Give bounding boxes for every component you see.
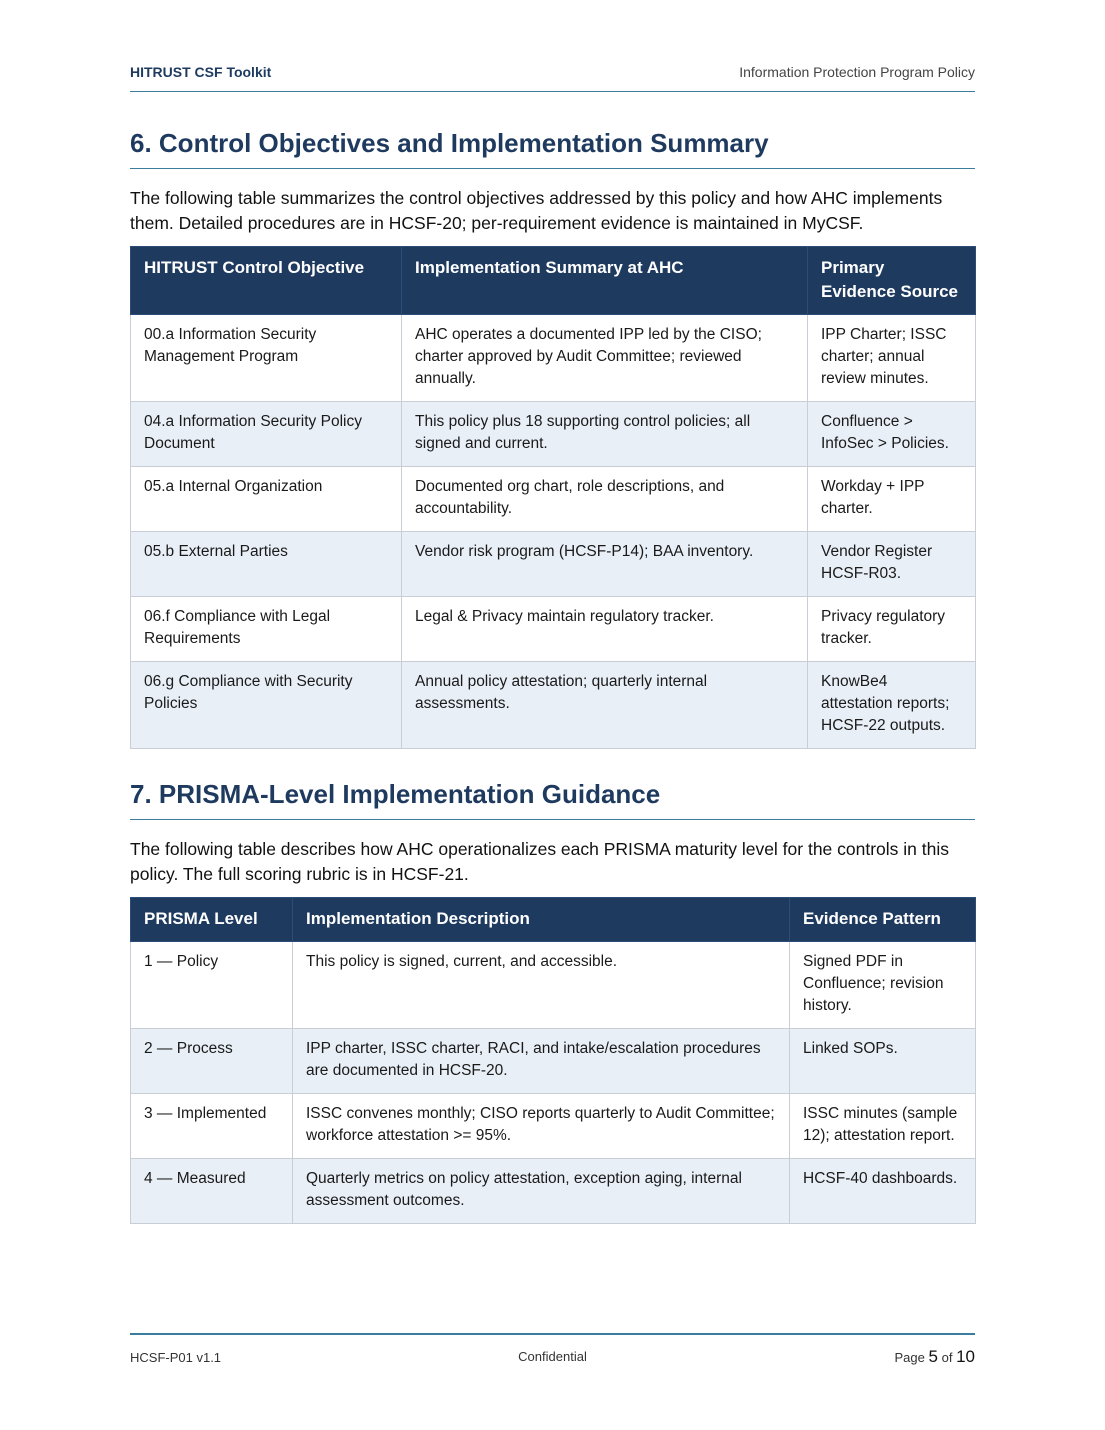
document-id: HCSF-P01 v1.1 <box>130 1350 222 1365</box>
table-cell: HCSF-40 dashboards. <box>790 1159 976 1224</box>
table-cell: AHC operates a documented IPP led by the CISO; charter approved by Audit Committee; reviewed annually. <box>402 315 808 402</box>
control-objectives-table <box>130 246 976 749</box>
table-cell: Confluence > InfoSec > Policies. <box>808 402 976 467</box>
column-header: Implementation Summary at AHC <box>402 247 808 315</box>
column-header: PRISMA Level <box>131 898 293 942</box>
table-cell: 2 — Process <box>131 1029 293 1094</box>
table-row <box>131 1029 976 1094</box>
table-cell: 1 — Policy <box>131 942 293 1029</box>
table-row <box>131 1159 976 1224</box>
table-cell: Workday + IPP charter. <box>808 467 976 532</box>
table-cell: Vendor Register HCSF-R03. <box>808 532 976 597</box>
table-cell: ISSC convenes monthly; CISO reports quarterly to Audit Committee; workforce attestation >= 95%. <box>293 1094 790 1159</box>
page-label: Page <box>894 1350 925 1365</box>
page-content <box>130 128 975 1224</box>
table-cell: This policy is signed, current, and accessible. <box>293 942 790 1029</box>
table-cell: 06.g Compliance with Security Policies <box>131 662 402 749</box>
table-row <box>131 1094 976 1159</box>
table-cell: 06.f Compliance with Legal Requirements <box>131 597 402 662</box>
table-header-row <box>131 247 976 315</box>
prisma-level-table <box>130 897 976 1224</box>
table-cell: Documented org chart, role descriptions, and accountability. <box>402 467 808 532</box>
page-current: 5 <box>928 1347 938 1366</box>
table-cell: 00.a Information Security Management Program <box>131 315 402 402</box>
section-7-intro: The following table describes how AHC operationalizes each PRISMA maturity level for the controls in this policy. The full scoring rubric is in HCSF-21. <box>130 839 950 885</box>
header-policy-title: Information Protection Program Policy <box>739 64 975 80</box>
column-header: Evidence Pattern <box>790 898 976 942</box>
table-row <box>131 467 976 532</box>
table-cell: ISSC minutes (sample 12); attestation report. <box>790 1094 976 1159</box>
section-6-heading: 6. Control Objectives and Implementation Summary <box>130 128 975 169</box>
table-row <box>131 942 976 1029</box>
section-prisma-guidance <box>130 779 975 1224</box>
classification-label: Confidential <box>518 1349 587 1364</box>
table-cell: KnowBe4 attestation reports; HCSF-22 outputs. <box>808 662 976 749</box>
table-cell: Linked SOPs. <box>790 1029 976 1094</box>
table-cell: 05.b External Parties <box>131 532 402 597</box>
page-of: of <box>941 1350 953 1365</box>
table-row <box>131 597 976 662</box>
table-cell: IPP charter, ISSC charter, RACI, and intake/escalation procedures are documented in HCSF-20. <box>293 1029 790 1094</box>
table-cell: 3 — Implemented <box>131 1094 293 1159</box>
section-6-intro: The following table summarizes the control objectives addressed by this policy and how AHC implements them. Detailed procedures are in HCSF-20; per-requirement evidence is maintained in MyCSF. <box>130 188 943 234</box>
table-cell: 05.a Internal Organization <box>131 467 402 532</box>
table-header-row <box>131 898 976 942</box>
section-7-heading: 7. PRISMA-Level Implementation Guidance <box>130 779 975 820</box>
section-control-objectives <box>130 128 975 749</box>
table-row <box>131 402 976 467</box>
header-toolkit-title: HITRUST CSF Toolkit <box>130 64 272 80</box>
table-cell: 04.a Information Security Policy Document <box>131 402 402 467</box>
column-header: Implementation Description <box>293 898 790 942</box>
table-row <box>131 662 976 749</box>
table-row <box>131 315 976 402</box>
table-cell: IPP Charter; ISSC charter; annual review minutes. <box>808 315 976 402</box>
page-header <box>130 64 975 92</box>
page-total: 10 <box>956 1347 975 1366</box>
column-header: Primary Evidence Source <box>808 247 976 315</box>
table-cell: 4 — Measured <box>131 1159 293 1224</box>
table-cell: This policy plus 18 supporting control policies; all signed and current. <box>402 402 808 467</box>
table-cell: Legal & Privacy maintain regulatory tracker. <box>402 597 808 662</box>
page-footer <box>130 1333 975 1367</box>
table-cell: Quarterly metrics on policy attestation, exception aging, internal assessment outcomes. <box>293 1159 790 1224</box>
table-cell: Signed PDF in Confluence; revision history. <box>790 942 976 1029</box>
table-cell: Vendor risk program (HCSF-P14); BAA inventory. <box>402 532 808 597</box>
table-cell: Annual policy attestation; quarterly internal assessments. <box>402 662 808 749</box>
table-cell: Privacy regulatory tracker. <box>808 597 976 662</box>
table-row <box>131 532 976 597</box>
column-header: HITRUST Control Objective <box>131 247 402 315</box>
